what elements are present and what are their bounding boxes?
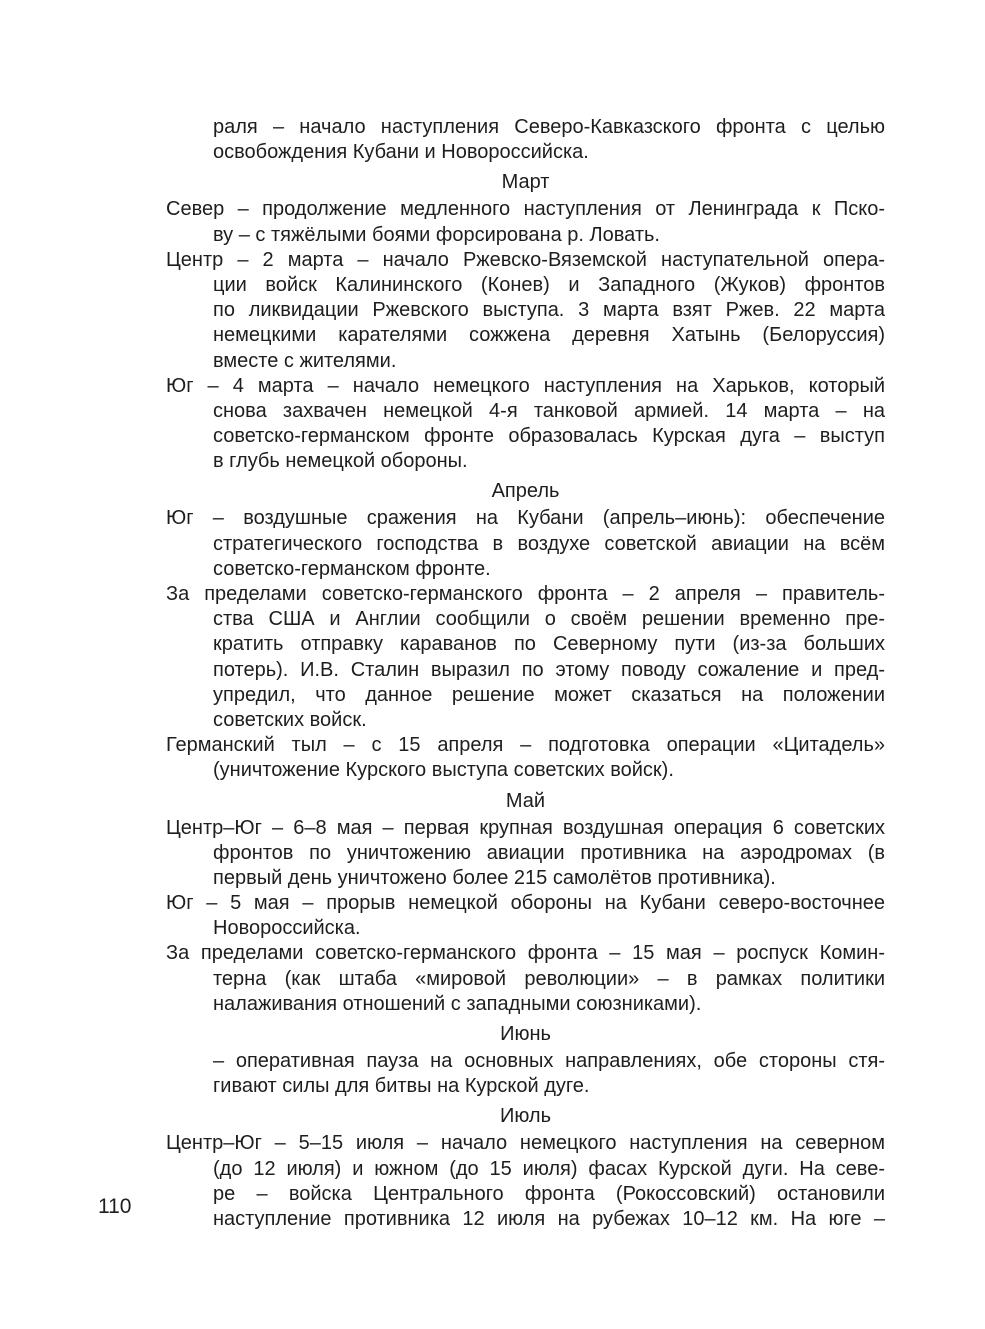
chronology-entry — [166, 197, 885, 247]
month-heading: Март — [501, 171, 550, 194]
chronology-entry — [166, 941, 885, 1017]
text-line: Север – продолжение медленного наступления от Ленинграда к Пско- — [166, 198, 885, 221]
month-heading: Апрель — [491, 480, 560, 503]
text-line: Германский тыл – с 15 апреля – подготовка операции «Цитадель» — [166, 734, 885, 757]
month-heading: Июнь — [500, 1023, 551, 1045]
text-line: (уничтожение Курского выступа советских войск). — [213, 759, 674, 782]
chronology-entry — [166, 374, 885, 475]
text-line: раля – начало наступления Северо-Кавказского фронта с целью — [213, 116, 885, 138]
chronology-entry — [166, 582, 885, 733]
text-line: Юг – 4 марта – начало немецкого наступления на Харьков, который — [166, 374, 885, 397]
text-line: ства США и Англии сообщили о своём решении временно пре- — [213, 608, 885, 631]
text-line: ции войск Калининского (Конев) и Западного (Жуков) фронтов — [213, 273, 885, 296]
text-line: освобождения Кубани и Новороссийска. — [213, 141, 589, 164]
text-line: советских войск. — [213, 708, 367, 731]
text-line: советско-германском фронте образовалась Курская дуга – выступ — [213, 425, 885, 448]
text-line: стратегического господства в воздухе советской авиации на всём — [213, 532, 885, 555]
month-heading: Май — [505, 789, 546, 812]
page-body — [166, 115, 885, 1232]
text-line: налаживания отношений с западными союзниками). — [213, 992, 702, 1015]
chronology-entry — [166, 816, 885, 892]
text-line: ре – войска Центрального фронта (Рокоссовский) остановили — [213, 1182, 885, 1205]
text-line: За пределами советско-германского фронта – 15 мая – роспуск Комин- — [166, 942, 885, 965]
text-line: Юг – 5 мая – прорыв немецкой обороны на Кубани северо-восточнее — [166, 892, 885, 915]
text-line: фронтов по уничтожению авиации противника на аэродромах (в — [213, 841, 885, 864]
text-line: – оперативная пауза на основных направлениях, обе стороны стя- — [213, 1050, 885, 1072]
text-line: первый день уничтожено более 215 самолётов противника). — [213, 866, 776, 889]
text-line: в глубь немецкой обороны. — [213, 450, 468, 473]
text-line: кратить отправку караванов по Северному пути (из-за больших — [213, 633, 885, 656]
text-line: наступление противника 12 июля на рубежах 10–12 км. На юге – — [213, 1207, 885, 1230]
text-line: За пределами советско-германского фронта – 2 апреля – правитель- — [166, 583, 885, 605]
text-line: снова захвачен немецкой 4-я танковой армией. 14 марта – на — [213, 399, 885, 422]
chronology-entry — [166, 506, 885, 582]
page-number: 110 — [98, 1195, 132, 1218]
text-line: терна (как штаба «мировой революции» – в рамках политики — [213, 967, 885, 990]
text-line: упредил, что данное решение может сказаться на положении — [213, 683, 885, 706]
text-line: (до 12 июля) и южном (до 15 июля) фасах Курской дуги. На севе- — [213, 1157, 885, 1180]
text-line: Центр–Юг – 6–8 мая – первая крупная воздушная операция 6 советских — [166, 816, 885, 839]
text-line: Центр – 2 марта – начало Ржевско-Вяземской наступательной опера- — [166, 248, 885, 271]
text-line: потерь). И.В. Сталин выразил по этому поводу сожаление и пред- — [213, 658, 885, 681]
chronology-entry — [166, 115, 885, 165]
text-line: ву – с тяжёлыми боями форсирована р. Ловать. — [213, 223, 660, 246]
chronology-entry — [166, 733, 885, 783]
chronology-entry — [166, 248, 885, 374]
chronology-entry — [166, 1049, 885, 1099]
text-line: советско-германском фронте. — [213, 557, 491, 580]
chronology-entry — [166, 1131, 885, 1232]
text-line: вместе с жителями. — [213, 349, 397, 372]
text-line: по ликвидации Ржевского выступа. 3 марта взят Ржев. 22 марта — [213, 299, 885, 322]
text-line: немецкими карателями сожжена деревня Хатынь (Белоруссия) — [213, 324, 885, 347]
text-line: гивают силы для битвы на Курской дуге. — [213, 1075, 590, 1098]
text-line: Новороссийска. — [213, 917, 361, 940]
text-line: Юг – воздушные сражения на Кубани (апрель–июнь): обеспечение — [166, 507, 885, 530]
month-heading: Июль — [499, 1105, 552, 1128]
chronology-entry — [166, 891, 885, 941]
text-line: Центр–Юг – 5–15 июля – начало немецкого наступления на северном — [166, 1132, 885, 1155]
